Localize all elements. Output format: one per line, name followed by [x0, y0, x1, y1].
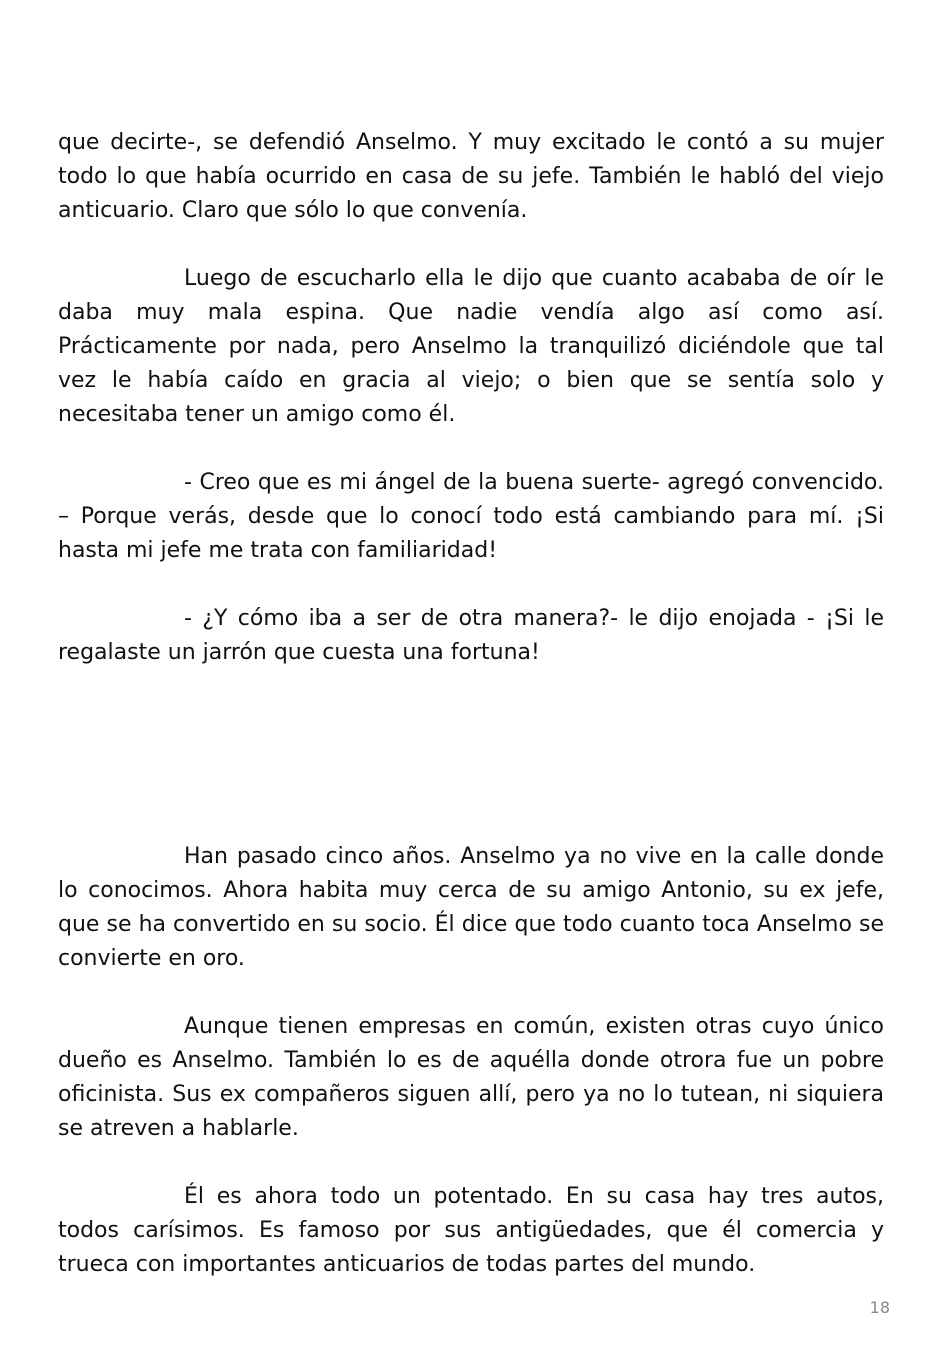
page-number: 18 [869, 1298, 890, 1317]
document-body [58, 126, 884, 1282]
paragraph-1: que decirte-, se defendió Anselmo. Y muy excitado le contó a su mujer todo lo que había ocurrido en casa de su jefe. También le habló del viejo anticuario. Claro que sólo lo que convenía. [58, 130, 884, 223]
paragraph-6: Aunque tienen empresas en común, existen otras cuyo único dueño es Anselmo. También lo es de aquélla donde otrora fue un pobre oficinista. Sus ex compañeros siguen allí, pero ya no lo tutean, ni siquiera se atreven a hablarle. [58, 1014, 884, 1141]
paragraph-4: - ¿Y cómo iba a ser de otra manera?- le dijo enojada - ¡Si le regalaste un jarrón que cuesta una fortuna! [58, 606, 884, 665]
paragraph-7: Él es ahora todo un potentado. En su casa hay tres autos, todos carísimos. Es famoso por sus antigüedades, que él comercia y trueca con importantes anticuarios de todas partes del mundo. [58, 1184, 884, 1277]
paragraph-5: Han pasado cinco años. Anselmo ya no vive en la calle donde lo conocimos. Ahora habita muy cerca de su amigo Antonio, su ex jefe, que se ha convertido en su socio. Él dice que todo cuanto toca Anselmo se convierte en oro. [58, 844, 884, 971]
paragraph-3: - Creo que es mi ángel de la buena suerte- agregó convencido. – Porque verás, desde que lo conocí todo está cambiando para mí. ¡Si hasta mi jefe me trata con familiaridad! [58, 470, 884, 563]
paragraph-2: Luego de escucharlo ella le dijo que cuanto acababa de oír le daba muy mala espina. Que nadie vendía algo así como así. Prácticamente por nada, pero Anselmo la tranquilizó diciéndole que tal vez le había caído en gracia al viejo; o bien que se sentía solo y necesitaba tener un amigo como él. [58, 266, 884, 427]
